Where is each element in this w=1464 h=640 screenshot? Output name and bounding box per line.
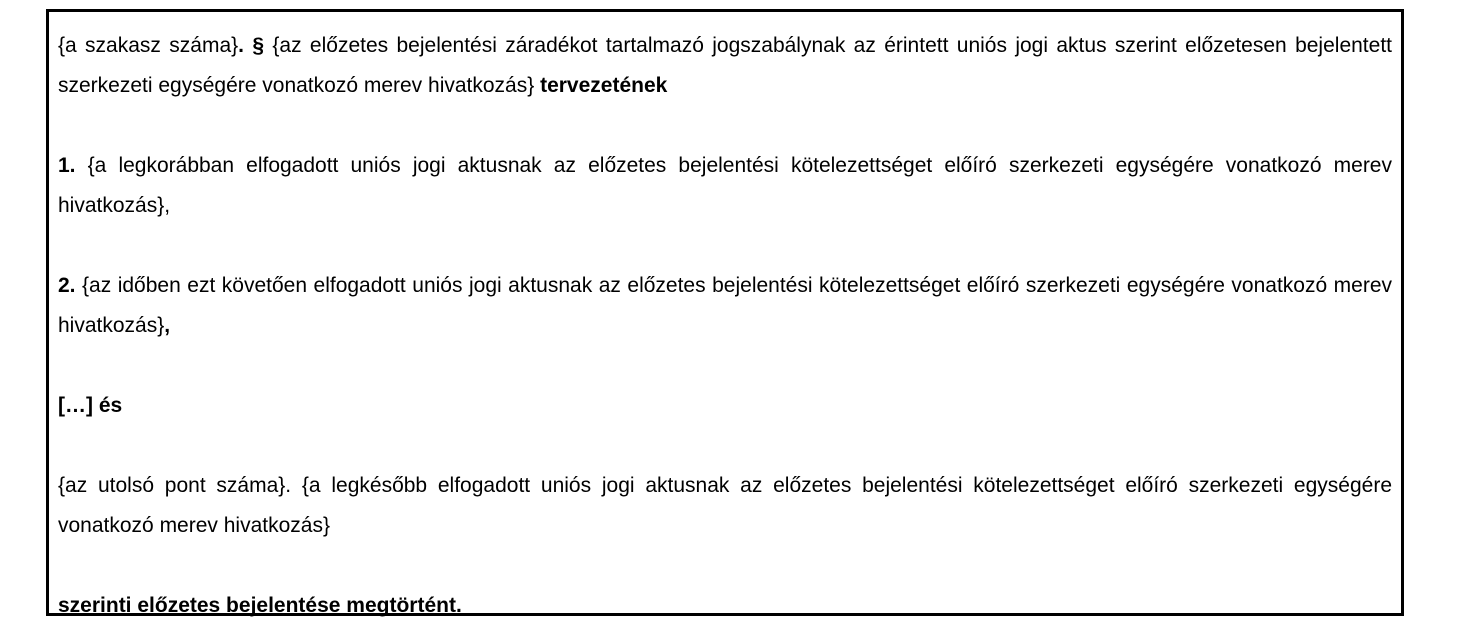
point-comma-2: , xyxy=(164,314,171,337)
spacer xyxy=(58,106,1392,146)
paragraph-last-point xyxy=(58,466,1392,546)
paragraph-point-1 xyxy=(58,146,1392,226)
spacer xyxy=(58,546,1392,586)
point-number-1: 1. xyxy=(58,154,76,177)
point-text-1: {a legkorábban elfogadott uniós jogi aktusnak az előzetes bejelentési kötelezettséget előíró szerkezeti egységére vonatkozó merev hivatkozás}, xyxy=(58,154,1392,217)
section-number-placeholder: {a szakasz száma} xyxy=(58,34,239,57)
spacer xyxy=(58,346,1392,386)
paragraph-point-2 xyxy=(58,266,1392,346)
paragraph-ellipsis xyxy=(58,386,1392,426)
ellipsis-marker: […] xyxy=(58,394,99,417)
draft-label: tervezetének xyxy=(534,74,668,97)
spacer xyxy=(58,226,1392,266)
paragraph-section-header xyxy=(58,26,1392,106)
legislation-reference-placeholder: {az előzetes bejelentési záradékot tartalmazó jogszabálynak az érintett uniós jogi aktus szerint előzetesen bejelentett szerkezeti egységére vonatkozó merev hivatkozás} xyxy=(58,34,1392,97)
spacer xyxy=(58,426,1392,466)
conjunction: és xyxy=(98,394,123,417)
last-point-text: {az utolsó pont száma}. {a legkésőbb elfogadott uniós jogi aktusnak az előzetes bejelentési kötelezettséget előíró szerkezeti egységére vonatkozó merev hivatkozás} xyxy=(58,474,1392,537)
paragraph-closing xyxy=(58,586,1392,626)
section-sign: . § xyxy=(238,34,265,57)
document-frame xyxy=(46,9,1404,616)
point-number-2: 2. xyxy=(58,274,76,297)
closing-text: szerinti előzetes bejelentése megtörtént. xyxy=(58,594,462,617)
point-text-2: {az időben ezt követően elfogadott uniós jogi aktusnak az előzetes bejelentési kötelezettséget előíró szerkezeti egységére vonatkozó merev hivatkozás} xyxy=(58,274,1392,337)
